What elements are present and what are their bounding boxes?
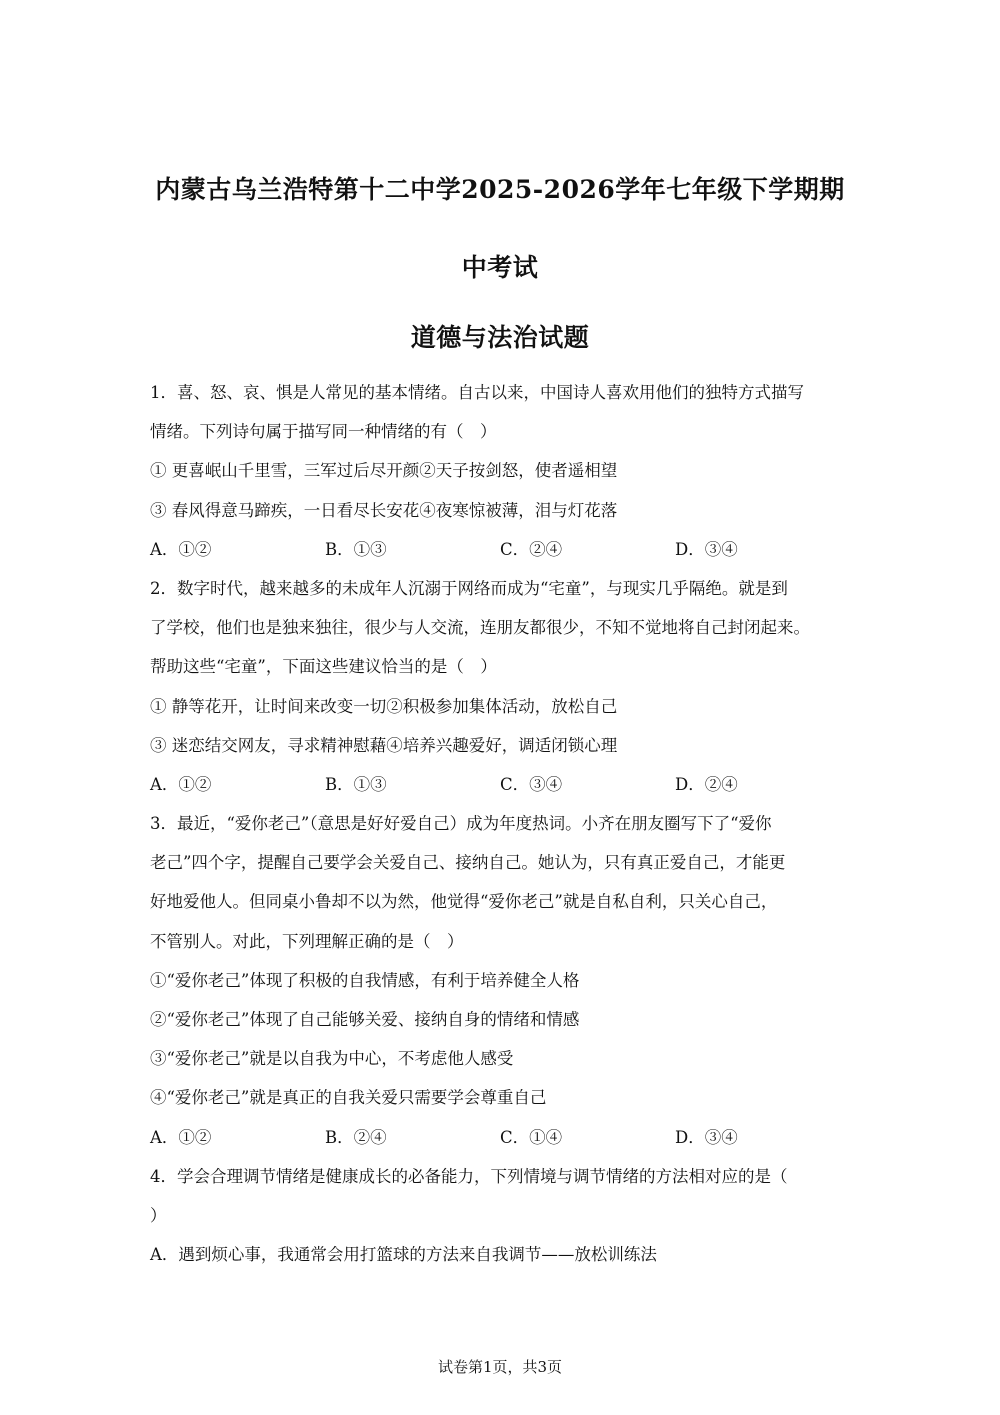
option-c: C．③④ [500,774,563,794]
exam-title-line2: 中考试 [461,253,539,282]
option-a: A．①② [150,774,212,794]
page-footer: 试卷第1页，共3页 [437,1358,563,1376]
option-a: A．①② [150,539,212,559]
option-b: B．①③ [325,774,387,794]
question-3 [150,809,860,1162]
question-line: ① 静等花开，让时间来改变一切②积极参加集体活动，放松自己 [150,696,618,716]
answer-options [150,1123,860,1162]
question-list [150,378,860,1279]
exam-subject-title: 道德与法治试题 [410,323,590,352]
option-b: B．②④ [325,1127,387,1147]
exam-title-line1: 内蒙古乌兰浩特第十二中学2025-2026学年七年级下学期期 [155,175,845,204]
question-line: 3．最近，“爱你老己”（意思是好好爱自己）成为年度热词。小齐在朋友圈写下了“爱你 [150,814,772,834]
question-line: 4．学会合理调节情绪是健康成长的必备能力，下列情境与调节情绪的方法相对应的是（ [150,1166,788,1186]
option-d: D．③④ [675,1127,738,1147]
question-1 [150,378,860,574]
question-line: A．遇到烦心事，我通常会用打篮球的方法来自我调节——放松训练法 [150,1245,657,1265]
question-line: 情绪。下列诗句属于描写同一种情绪的有（ ） [150,422,497,442]
question-line: 了学校，他们也是独来独往，很少与人交流，连朋友都很少，不知不觉地将自己封闭起来。 [150,618,810,638]
question-line: 2．数字时代，越来越多的未成年人沉溺于网络而成为“宅童”，与现实几乎隔绝。就是到 [150,578,788,598]
option-d: D．③④ [675,539,738,559]
question-line: ③“爱你老己”就是以自我为中心，不考虑他人感受 [150,1049,514,1069]
option-b: B．①③ [325,539,387,559]
question-line: ④“爱你老己”就是真正的自我关爱只需要学会尊重自己 [150,1088,547,1108]
question-2 [150,574,860,809]
option-a: A．①② [150,1127,212,1147]
answer-options [150,770,860,809]
question-line: 好地爱他人。但同桌小鲁却不以为然，他觉得“爱你老己”就是自私自利，只关心自己， [150,892,778,912]
question-line: ③ 迷恋结交网友，寻求精神慰藉④培养兴趣爱好，调适闭锁心理 [150,735,618,755]
question-line: 不管别人。对此，下列理解正确的是（ ） [150,931,464,951]
option-c: C．①④ [500,1127,563,1147]
question-line: 老己”四个字，提醒自己要学会关爱自己、接纳自己。她认为，只有真正爱自己，才能更 [150,853,786,873]
question-line: ③ 春风得意马蹄疾，一日看尽长安花④夜寒惊被薄，泪与灯花落 [150,500,618,520]
question-line: ） [150,1205,167,1225]
question-4 [150,1162,860,1280]
option-c: C．②④ [500,539,563,559]
question-line: 1．喜、怒、哀、惧是人常见的基本情绪。自古以来，中国诗人喜欢用他们的独特方式描写 [150,383,804,402]
question-line: ①“爱你老己”体现了积极的自我情感，有利于培养健全人格 [150,970,580,990]
question-line: ① 更喜岷山千里雪，三军过后尽开颜②天子按剑怒，使者遥相望 [150,461,618,481]
answer-options [150,535,860,574]
option-d: D．②④ [675,774,738,794]
question-line: ②“爱你老己”体现了自己能够关爱、接纳自身的情绪和情感 [150,1010,580,1029]
question-line: 帮助这些“宅童”，下面这些建议恰当的是（ ） [150,657,497,677]
